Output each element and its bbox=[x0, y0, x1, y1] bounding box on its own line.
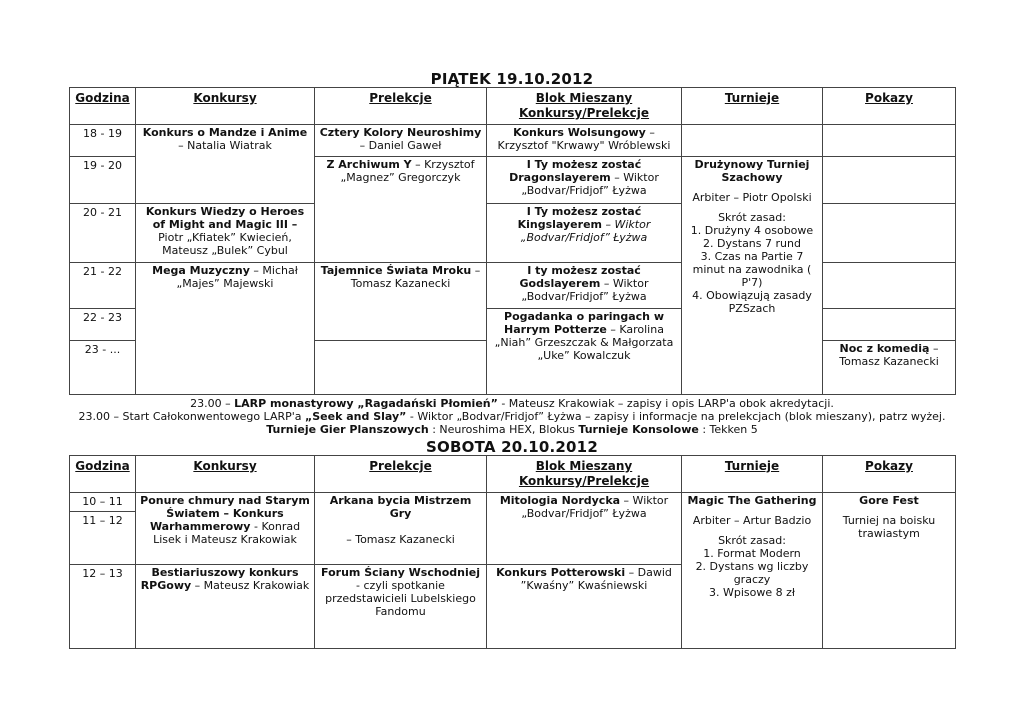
turniej-rule: 1. Format Modern bbox=[703, 547, 801, 560]
col-header-godzina: Godzina bbox=[70, 456, 136, 493]
pokaz-text: Turniej na boisku trawiastym bbox=[842, 514, 936, 540]
pokazy-cell bbox=[823, 263, 956, 309]
blok-cell: Mitologia Nordycka – Wiktor „Bodvar/Fridjof” Łyżwa bbox=[487, 493, 682, 565]
blok-cell: I ty możesz zostać Godslayerem – Wiktor „Bodvar/Fridjof” Łyżwa bbox=[487, 263, 682, 309]
col-header-konkursy: Konkursy bbox=[136, 456, 315, 493]
col-header-blok: Blok Mieszany Konkursy/Prelekcje bbox=[487, 456, 682, 493]
blok-cell: Pogadanka o paringach w Harrym Potterze – Karolina „Niah” Grzeszczak & Małgorzata „Uke” Kowalczuk bbox=[487, 309, 682, 395]
col-header-prelekcje: Prelekcje bbox=[315, 456, 487, 493]
pokazy-cell bbox=[823, 309, 956, 341]
pokazy-cell bbox=[823, 204, 956, 263]
blok-cell: I Ty możesz zostać Kingslayerem – Wiktor „Bodvar/Fridjof” Łyżwa bbox=[487, 204, 682, 263]
turniej-rules-label: Skrót zasad: bbox=[718, 211, 786, 224]
col-header-pokazy: Pokazy bbox=[823, 88, 956, 125]
hour-cell: 22 - 23 bbox=[70, 309, 136, 341]
turnieje-cell bbox=[682, 125, 823, 157]
hour-cell: 23 - ... bbox=[70, 341, 136, 395]
col-header-turnieje: Turnieje bbox=[682, 88, 823, 125]
prelekcja-cell: Arkana bycia Mistrzem Gry – Tomasz Kazanecki bbox=[315, 493, 487, 565]
turniej-rule: 2. Dystans wg liczby graczy bbox=[695, 560, 809, 586]
turniej-arbiter: Arbiter – Piotr Opolski bbox=[692, 191, 812, 204]
blok-cell: Konkurs Wolsungowy – Krzysztof "Krwawy" Wróblewski bbox=[487, 125, 682, 157]
col-header-turnieje: Turnieje bbox=[682, 456, 823, 493]
col-header-konkursy: Konkursy bbox=[136, 88, 315, 125]
pokazy-cell bbox=[823, 125, 956, 157]
konkurs-cell: Bestiariuszowy konkurs RPGowy – Mateusz Krakowiak bbox=[136, 565, 315, 649]
hour-cell: 11 – 12 bbox=[70, 512, 136, 565]
turniej-rule: 3. Wpisowe 8 zł bbox=[708, 586, 796, 599]
saturday-title: SOBOTA 20.10.2012 bbox=[426, 438, 598, 456]
turniej-magic-cell bbox=[682, 493, 823, 649]
prelekcja-cell: Tajemnice Świata Mroku – Tomasz Kazanecki bbox=[315, 263, 487, 341]
turniej-title: Magic The Gathering bbox=[687, 494, 817, 507]
col-header-blok: Blok Mieszany Konkursy/Prelekcje bbox=[487, 88, 682, 125]
blok-cell: I Ty możesz zostać Dragonslayerem – Wiktor „Bodvar/Fridjof” Łyżwa bbox=[487, 157, 682, 204]
table-row bbox=[70, 125, 956, 157]
friday-notes bbox=[60, 397, 964, 436]
hour-cell: 21 - 22 bbox=[70, 263, 136, 309]
header-row bbox=[70, 88, 956, 125]
turniej-title: Drużynowy Turniej Szachowy bbox=[694, 158, 810, 184]
hour-cell: 10 – 11 bbox=[70, 493, 136, 512]
konkurs-cell: Konkurs Wiedzy o Heroes of Might and Magic III – Piotr „Kfiatek” Kwiecień, Mateusz „Bulek” Cybul bbox=[136, 204, 315, 263]
prelekcja-cell: Z Archiwum Y – Krzysztof „Magnez” Gregorczyk bbox=[315, 157, 487, 263]
pokaz-title: Gore Fest bbox=[859, 494, 919, 507]
hour-cell: 18 - 19 bbox=[70, 125, 136, 157]
friday-title: PIĄTEK 19.10.2012 bbox=[430, 70, 594, 88]
pokazy-gore-fest-cell bbox=[823, 493, 956, 649]
table-row bbox=[70, 263, 956, 309]
turniej-rule: 4. Obowiązują zasady PZSzach bbox=[692, 289, 812, 315]
table-row bbox=[70, 493, 956, 512]
col-header-pokazy: Pokazy bbox=[823, 456, 956, 493]
note-turnieje: Turnieje Gier Planszowych : Neuroshima HEX, Blokus Turnieje Konsolowe : Tekken 5 bbox=[266, 423, 758, 436]
pokazy-cell: Noc z komedią – Tomasz Kazanecki bbox=[823, 341, 956, 395]
turniej-arbiter: Arbiter – Artur Badzio bbox=[692, 514, 812, 527]
note-larp-seek-and-slay: 23.00 – Start Całokonwentowego LARP'a „Seek and Slay” - Wiktor „Bodvar/Fridjof” Łyżwa – zapisy i informacje na prelekcjach (blok mieszany), patrz wyżej. bbox=[78, 410, 946, 423]
konkurs-cell: Konkurs o Mandze i Anime – Natalia Wiatrak bbox=[136, 125, 315, 204]
hour-cell: 12 – 13 bbox=[70, 565, 136, 649]
pokazy-cell bbox=[823, 157, 956, 204]
turniej-szachowy-cell bbox=[682, 157, 823, 395]
blok-cell: Konkurs Potterowski – Dawid ”Kwaśny” Kwaśniewski bbox=[487, 565, 682, 649]
konkurs-cell: Mega Muzyczny – Michał „Majes” Majewski bbox=[136, 263, 315, 395]
saturday-schedule-table bbox=[69, 455, 956, 649]
prelekcja-cell bbox=[315, 341, 487, 395]
hour-cell: 19 - 20 bbox=[70, 157, 136, 204]
col-header-godzina: Godzina bbox=[70, 88, 136, 125]
prelekcja-cell: Cztery Kolory Neuroshimy – Daniel Gaweł bbox=[315, 125, 487, 157]
friday-schedule-table bbox=[69, 87, 956, 395]
turniej-rule: 1. Drużyny 4 osobowe bbox=[690, 224, 814, 237]
turniej-rule: 3. Czas na Partie 7 minut na zawodnika ( P'7) bbox=[692, 250, 812, 289]
konkurs-cell: Ponure chmury nad Starym Światem – Konkurs Warhammerowy - Konrad Lisek i Mateusz Krakowiak bbox=[136, 493, 315, 565]
col-header-prelekcje: Prelekcje bbox=[315, 88, 487, 125]
turniej-rules-label: Skrót zasad: bbox=[718, 534, 786, 547]
table-row bbox=[70, 204, 956, 263]
hour-cell: 20 - 21 bbox=[70, 204, 136, 263]
turniej-rule: 2. Dystans 7 rund bbox=[703, 237, 801, 250]
header-row bbox=[70, 456, 956, 493]
prelekcja-cell: Forum Ściany Wschodniej - czyli spotkanie przedstawicieli Lubelskiego Fandomu bbox=[315, 565, 487, 649]
note-larp-ragadanski: 23.00 – LARP monastyrowy „Ragadański Płomień” - Mateusz Krakowiak – zapisy i opis LARP'a obok akredytacji. bbox=[190, 397, 834, 410]
